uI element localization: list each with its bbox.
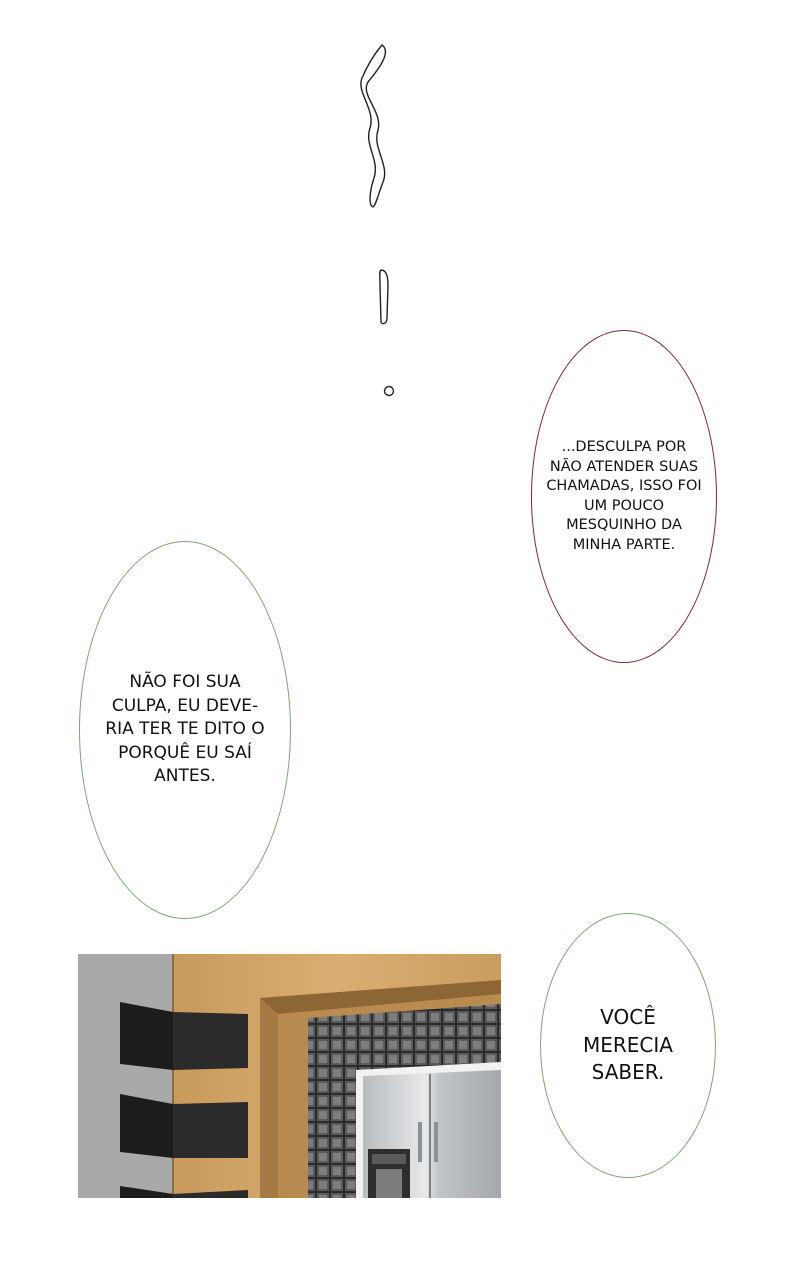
speech-bubble-deserved [540, 913, 716, 1178]
kitchen-refrigerator-illustration [78, 954, 501, 1198]
speech-text-deserved: VOCÊ MERECIA SABER. [583, 1005, 673, 1085]
speech-text-apology: ...DESCULPA POR NÃO ATENDER SUAS CHAMADAS, ISSO FOI UM POUCO MESQUINHO DA MINHA PARTE. [546, 439, 702, 553]
speech-bubble-reply [79, 541, 291, 919]
speech-tail-squiggle [0, 0, 800, 420]
kitchen-panel [78, 954, 501, 1198]
speech-text-reply: NÃO FOI SUA CULPA, EU DEVE-RIA TER TE DITO O PORQUÊ EU SAÍ ANTES. [105, 672, 265, 787]
speech-bubble-apology [531, 330, 717, 663]
